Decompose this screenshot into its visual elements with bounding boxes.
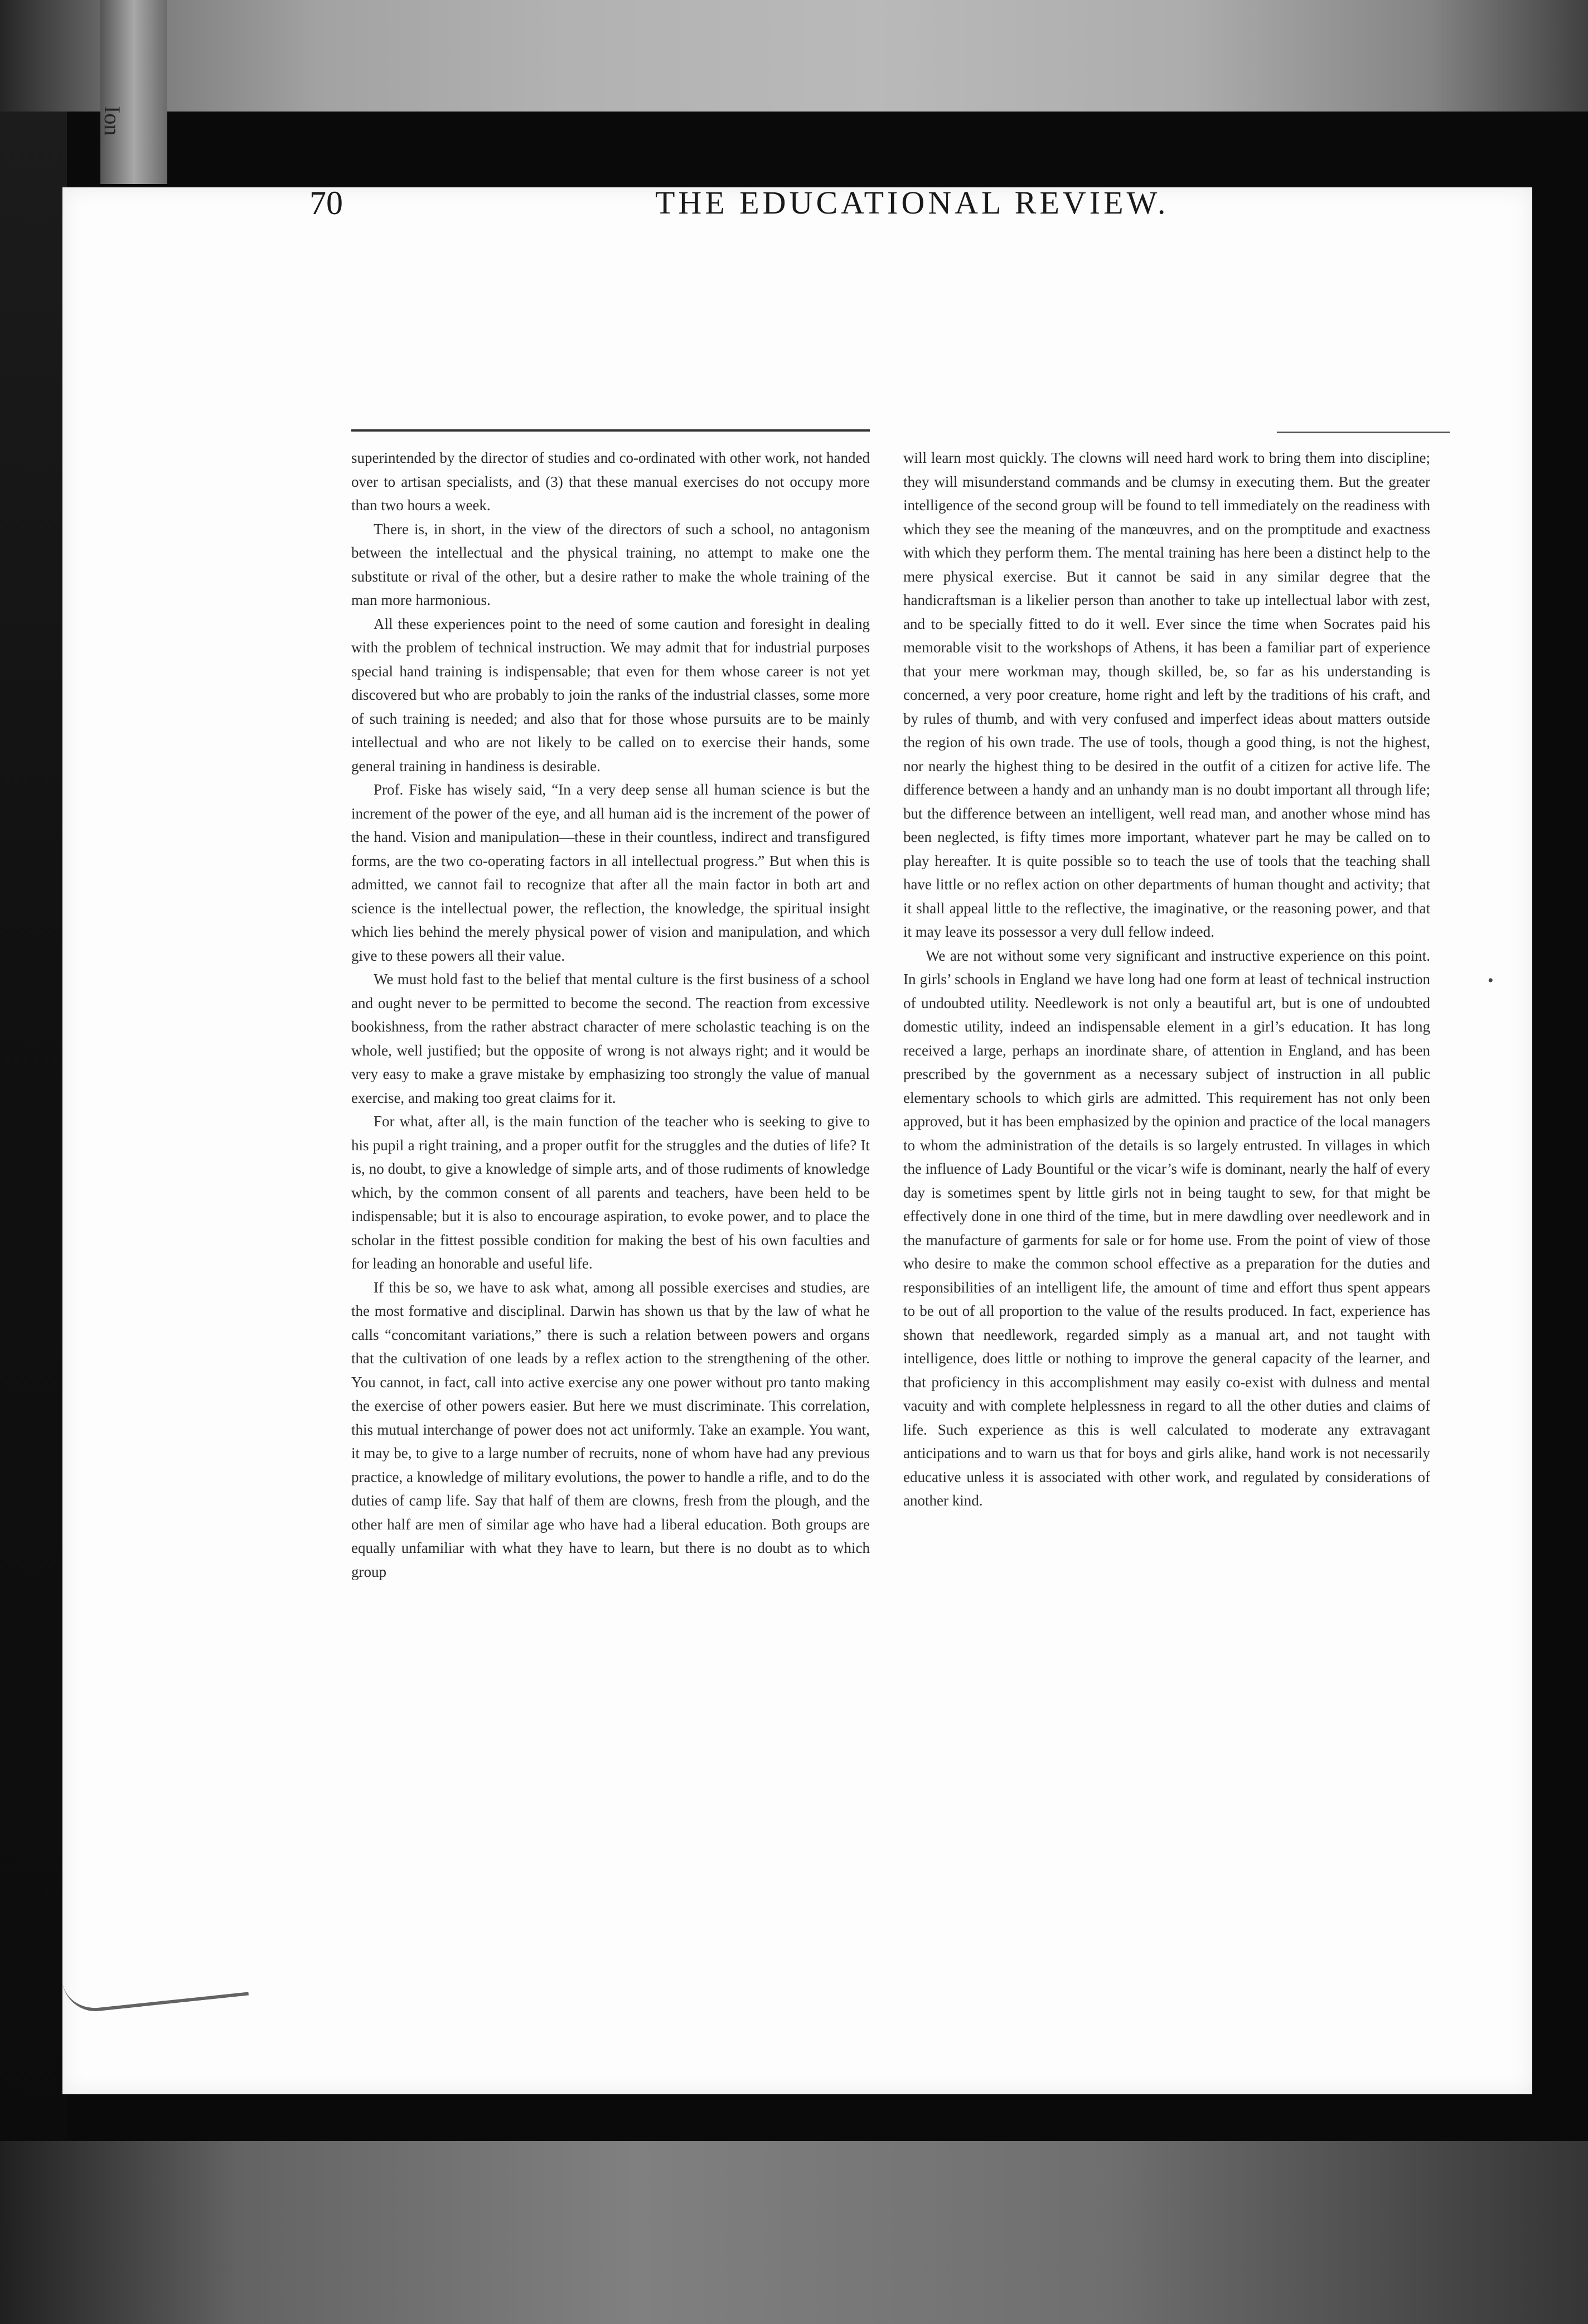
scan-bottom-edge [0, 2141, 1588, 2324]
paragraph: will learn most quickly. The clowns will need hard work to bring them into discipline; they will misunderstand commands and be clumsy in executing them. But the greater intelligence of the second group will be found to tell immediately on the readiness with which they see the meaning of the manœuvres, and on the promptitude and exactness with which they perform them. The mental training has here been a distinct help to the mere physical exercise. But it cannot be said in any similar degree that the handicraftsman is a likelier person than another to take up intellectual labor with zest, and to be specially fitted to do it well. Ever since the time when Socrates paid his memorable visit to the workshops of Athens, it has been a familiar part of experience that your mere workman may, though skilled, be, so far as his understanding is concerned, a very poor creature, home right and left by the traditions of his craft, and by rules of thumb, and with very confused and imperfect ideas about matters outside the region of his own trade. The use of tools, though a good thing, is not the highest, nor nearly the highest thing to be desired in the outfit of a citizen for active life. The difference between a handy and an unhandy man is no doubt important all through life; but the difference between an intelligent, well read man, and another whose mind has been neglected, is fifty times more important, whatever part he may be called on to play hereafter. It is quite possible so to teach the use of tools that the teaching shall have little or no reflex action on other departments of human thought and activity; that it shall appeal little to the reflective, the imaginative, or the reasoning power, and that it may leave its possessor a very dull fellow indeed. [903, 449, 1430, 940]
running-title: THE EDUCATIONAL REVIEW. [655, 185, 1169, 221]
right-column [903, 446, 1430, 1513]
paragraph: There is, in short, in the view of the directors of such a school, no antagonism between the intellectual and the physical training, no attempt to make one the substitute or rival of the other, but a desire rather to make the whole training of the man more harmonious. [351, 520, 870, 608]
header-rule-left [351, 429, 870, 432]
page-number: 70 [309, 185, 343, 221]
paragraph: superintended by the director of studies and co-ordinated with other work, not handed over to artisan specialists, and (3) that these manual exercises do not occupy more than two hours a week. [351, 449, 870, 514]
paragraph: Prof. Fiske has wisely said, “In a very deep sense all human science is but the increment of the power of the eye, and all human aid is the increment of the power of the hand. Vision and manipulation—these in their countless, indirect and transfigured forms, are the two co-operating factors in all intellectual progress.” But when this is admitted, we cannot fail to recognize that after all the main factor in both art and science is the intellectual power, the reflection, the knowledge, the spiritual insight which lies behind the merely physical power of vision and manipulation, and which give to these powers all their value. [351, 781, 870, 964]
paragraph: We must hold fast to the belief that mental culture is the first business of a school and ought never to be permitted to become the second. The reaction from excessive bookishness, from the rather abstract character of mere scholastic teaching is on the whole, well justified; but the opposite of wrong is not always right; and it would be very easy to make a grave mistake by emphasizing too strongly the value of manual exercise, and making too great claims for it. [351, 971, 870, 1106]
page-header [309, 184, 1425, 234]
scan-left-edge [0, 112, 67, 2230]
left-column [351, 446, 870, 1584]
margin-mark: • [1488, 971, 1494, 990]
header-rule-right [1277, 432, 1450, 433]
paragraph: For what, after all, is the main function of the teacher who is seeking to give to his pupil a right training, and a proper outfit for the struggles and the duties of life? It is, no doubt, to give a knowledge of simple arts, and of those rudiments of knowledge which, by the common consent of all parents and teachers, have been held to be indispensable; but it is also to encourage aspiration, to evoke power, and to place the scholar in the fittest possible condition for making the best of his own faculties and for leading an honorable and useful life. [351, 1113, 870, 1272]
scan-spine [100, 0, 167, 184]
paragraph: All these experiences point to the need of some caution and foresight in dealing with the problem of technical instruction. We may admit that for industrial purposes special hand training is indispensable; that even for them whose career is not yet discovered but who are probably to join the ranks of the industrial classes, some more of such training is needed; and also that for those whose pursuits are to be mainly intellectual and who are not likely to be called on to exercise their hands, some general training in handiness is desirable. [351, 615, 870, 774]
spine-mark: Ion [100, 106, 125, 136]
scan-top-edge [0, 0, 1588, 112]
paragraph: We are not without some very significant and instructive experience on this point. In girls’ schools in England we have long had one form at least of technical instruction of undoubted utility. Needlework is not only a beautiful art, but is one of undoubted domestic utility, indeed an indispensable element in a girl’s education. It has long received a large, perhaps an inordinate share, of attention in England, and has been prescribed by the government as a necessary subject of instruction in all public elementary schools to which girls are admitted. This requirement has not only been approved, but it has been emphasized by the opinion and practice of the local managers to whom the administration of the details is so largely entrusted. In villages in which the influence of Lady Bountiful or the vicar’s wife is dominant, nearly the half of every day is sometimes spent by little girls not in being taught to sew, for that might be effectively done in one third of the time, but in mere dawdling over needlework and in the manufacture of garments for sale or for home use. From the point of view of those who desire to make the common school effective as a preparation for the duties and responsibilities of an intelligent life, the amount of time and effort thus spent appears to be out of all proportion to the value of the results produced. In fact, experience has shown that needlework, regarded simply as a manual art, and not taught with intelligence, does little or nothing to improve the general capacity of the learner, and that proficiency in this accomplishment may easily co-exist with dulness and mental vacuity and with complete helplessness in regard to all the other duties and claims of life. Such experience as this is well calculated to moderate any extravagant anticipations and to warn us that for boys and girls alike, hand work is not necessarily educative unless it is associated with other work, and regulated by considerations of another kind. [903, 947, 1430, 1509]
paragraph: If this be so, we have to ask what, among all possible exercises and studies, are the most formative and disciplinal. Darwin has shown us that by the law of what he calls “concomitant variations,” there is such a relation between powers and organs that the cultivation of one leads by a reflex action to the strengthening of the other. You cannot, in fact, call into active exercise any one power without pro tanto making the exercise of other powers easier. But here we must discriminate. This correlation, this mutual interchange of power does not act uniformly. Take an example. You want, it may be, to give to a large number of recruits, none of whom have had any previous practice, a knowledge of military evolutions, the power to handle a rifle, and to do the duties of camp life. Say that half of them are clowns, fresh from the plough, and the other half are men of similar age who have had a liberal education. Both groups are equally unfamiliar with what they have to learn, but there is no doubt as to which group [351, 1279, 870, 1580]
